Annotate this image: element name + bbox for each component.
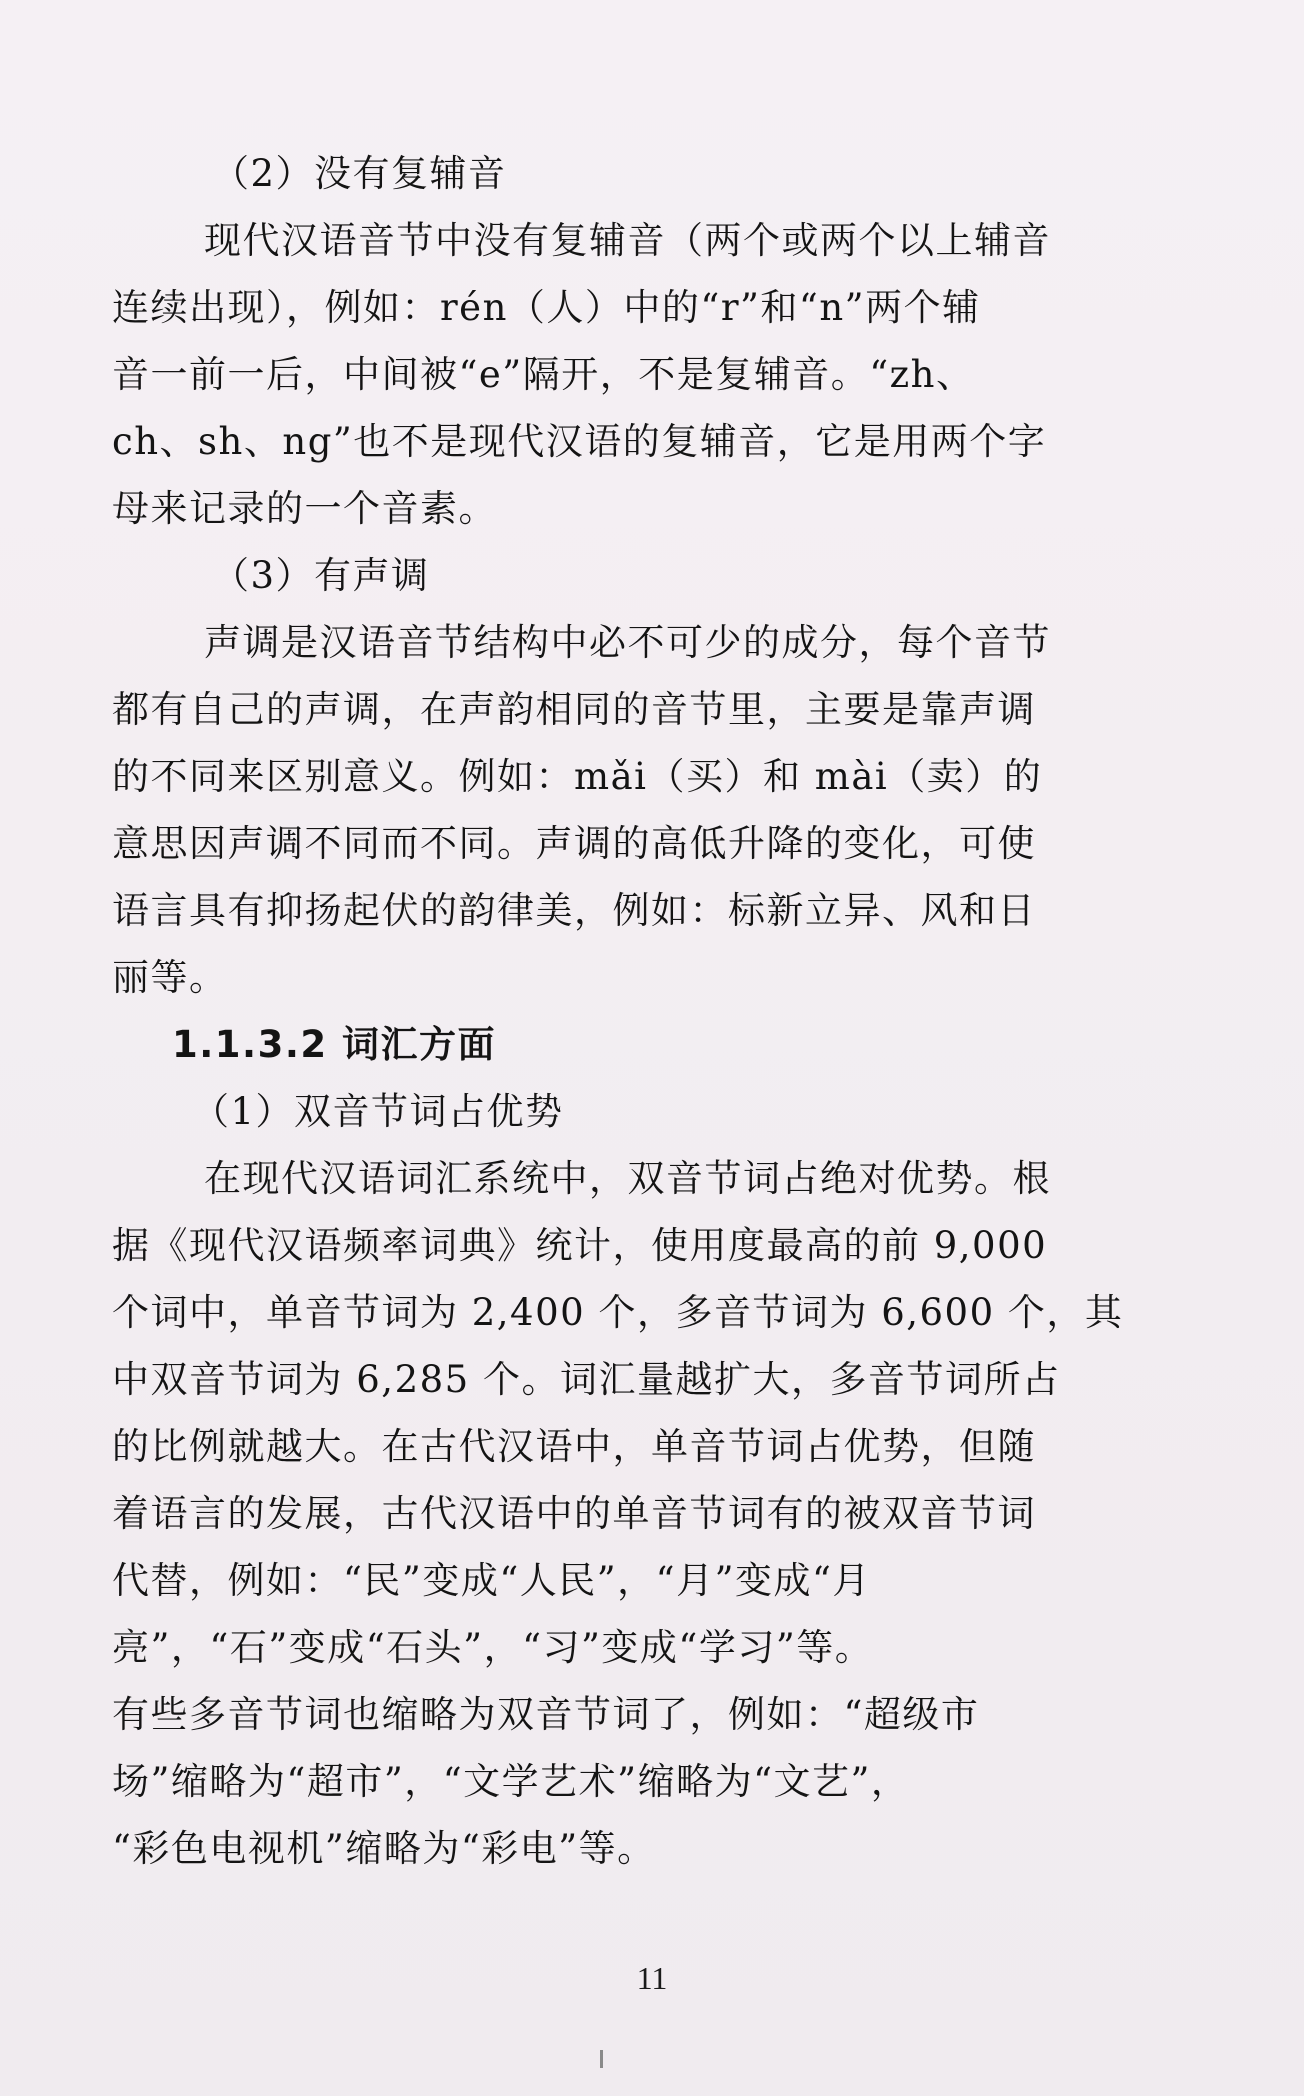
page-number: 11 [636,1960,668,1996]
page-body [112,140,1142,1882]
paragraph-line: 中双音节词为 6,285 个。词汇量越扩大，多音节词所占 [112,1358,1061,1401]
paragraph-line: 有些多音节词也缩略为双音节词了，例如：“超级市 [112,1693,980,1736]
paragraph-line: 个词中，单音节词为 2,400 个，多音节词为 6,600 个，其 [112,1291,1124,1334]
paragraph-line: 在现代汉语词汇系统中，双音节词占绝对优势。根 [204,1157,1051,1200]
paragraph-line: 据《现代汉语频率词典》统计，使用度最高的前 9,000 [112,1224,1048,1267]
paragraph-line: 场”缩略为“超市”，“文学艺术”缩略为“文艺”， [112,1760,910,1803]
paragraph-line: 音一前一后，中间被“e”隔开，不是复辅音。“zh、 [112,353,975,396]
paragraph-line: “彩色电视机”缩略为“彩电”等。 [112,1827,656,1870]
paragraph-line: 的比例就越大。在古代汉语中，单音节词占优势，但随 [112,1425,1036,1468]
paragraph-line: 的不同来区别意义。例如：mǎi（买）和 mài（卖）的 [112,755,1043,798]
paragraph-line: 着语言的发展，古代汉语中的单音节词有的被双音节词 [112,1492,1036,1535]
paragraph-line: 都有自己的声调，在声韵相同的音节里，主要是靠声调 [112,688,1036,731]
paragraph-line: 声调是汉语音节结构中必不可少的成分，每个音节 [204,621,1051,664]
paragraph-line: ch、sh、ng”也不是现代汉语的复辅音，它是用两个字 [112,420,1047,463]
heading-disyllabic-words: （1）双音节词占优势 [192,1090,564,1133]
paragraph-line: 母来记录的一个音素。 [112,487,497,530]
print-mark [600,2050,603,2068]
heading-has-tones: （3）有声调 [212,554,430,597]
paragraph-line: 代替，例如：“民”变成“人民”，“月”变成“月 [112,1559,871,1602]
heading-no-consonant-clusters: （2）没有复辅音 [212,152,507,195]
paragraph-line: 意思因声调不同而不同。声调的高低升降的变化，可使 [112,822,1036,865]
subsection-title: 1.1.3.2 词汇方面 [172,1023,497,1066]
paragraph-line: 丽等。 [112,956,228,999]
paragraph-line: 语言具有抑扬起伏的韵律美，例如：标新立异、风和日 [112,889,1036,932]
paragraph-line: 连续出现），例如：rén（人）中的“r”和“n”两个辅 [112,286,981,329]
paragraph-line: 现代汉语音节中没有复辅音（两个或两个以上辅音 [204,219,1051,262]
paragraph-line: 亮”，“石”变成“石头”，“习”变成“学习”等。 [112,1626,874,1669]
